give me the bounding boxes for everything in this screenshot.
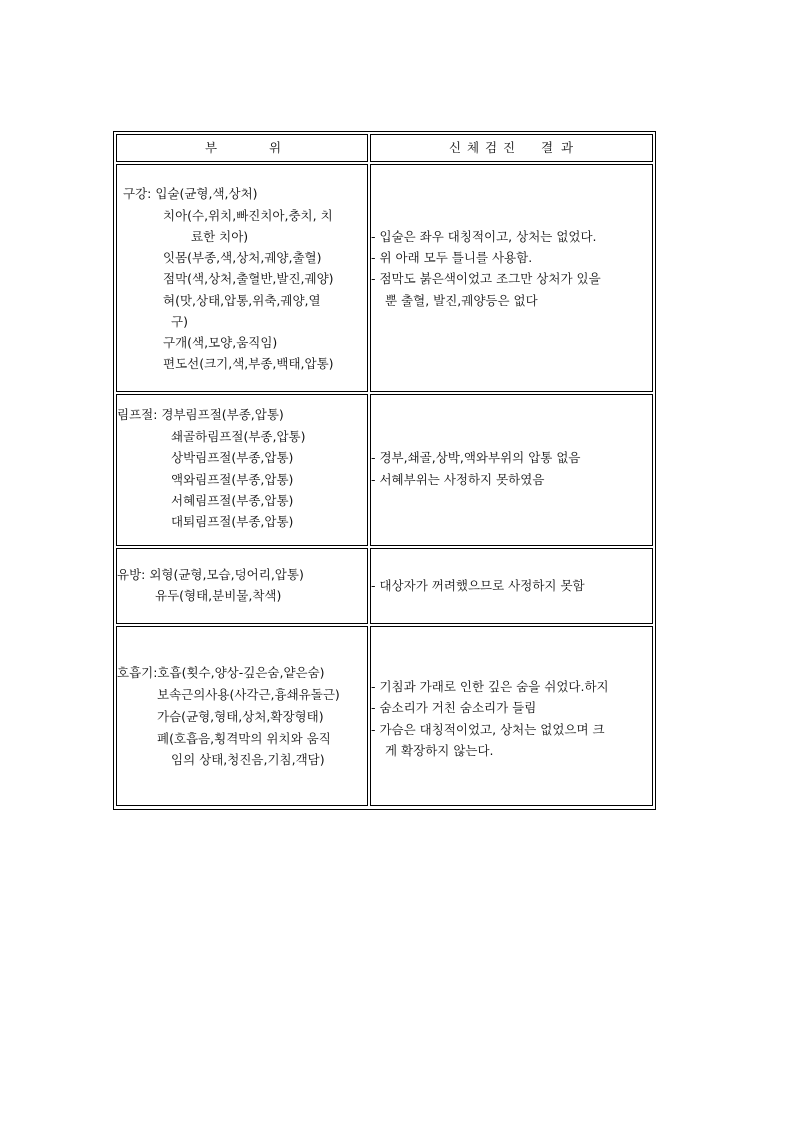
resp-item-chest: 가슴(균형,형태,상처,확장형태) [157,709,324,724]
lymph-item-axillary: 액와림프절(부종,압통) [171,472,294,487]
oral-item-tongue-cont: 구) [171,314,188,329]
header-cell-exam-result [370,134,653,162]
header-right-char-2: 체 [467,140,480,155]
oral-item-mucosa: 점막(색,상처,출혈반,발진,궤양) [163,271,334,286]
oral-item-teeth-cont: 료한 치아) [191,229,249,244]
row-breast-left [116,548,368,624]
lymph-item-brachial: 상박림프절(부종,압통) [171,450,294,465]
header-right-char-1: 신 [449,140,462,155]
row-breast-right [370,548,653,624]
header-right-char-5: 결 [541,140,554,155]
lymph-item-subclavian: 쇄골하림프절(부종,압통) [171,429,306,444]
oral-result-3: - 점막도 붉은색이었고 조그만 상처가 있을 [371,271,601,286]
resp-result-4: 게 확장하지 않는다. [385,743,494,758]
resp-result-3: - 가슴은 대칭적이었고, 상처는 없었으며 크 [371,722,605,737]
row-respiratory-left [116,626,368,806]
header-cell-body-part [116,134,368,162]
row-respiratory-right [370,626,653,806]
lymph-item-femoral: 대퇴림프절(부종,압통) [171,514,294,529]
header-left-word-2: 위 [269,140,282,155]
lymph-item-inguinal: 서혜림프절(부종,압통) [171,493,294,508]
header-left-word-1: 부 [205,140,218,155]
resp-result-2: - 숨소리가 거친 숨소리가 들림 [371,700,537,715]
lymph-result-2: - 서혜부위는 사정하지 못하였음 [371,472,545,487]
header-right-char-6: 과 [561,140,574,155]
row-lymph-right [370,394,653,546]
resp-item-lungs: 폐(호흡음,횡격막의 위치와 움직 [157,731,331,746]
resp-item-lungs-cont: 임의 상태,청진음,기침,객담) [171,752,325,767]
oral-item-palate: 구개(색,모양,움직임) [163,335,278,350]
oral-result-4: 뿐 출혈, 발진,궤양등은 없다 [385,293,538,308]
row-oral-left [116,164,368,392]
row-lymph-left [116,394,368,546]
oral-item-tonsils: 편도선(크기,색,부종,백태,압통) [163,356,334,371]
row-oral-right [370,164,653,392]
oral-result-1: - 입술은 좌우 대칭적이고, 상처는 없었다. [371,229,597,244]
header-right-char-4: 진 [503,140,516,155]
breast-item-shape: 유방: 외형(균형,모습,덩어리,압통) [117,567,304,582]
lymph-result-1: - 경부,쇄골,상박,액와부위의 압통 없음 [371,450,581,465]
oral-item-teeth: 치아(수,위치,빠진치아,충치, 치 [163,208,333,223]
oral-item-tongue: 혀(맛,상태,압통,위축,궤양,열 [163,293,321,308]
resp-result-1: - 기침과 가래로 인한 깊은 숨을 쉬었다.하지 [371,679,609,694]
header-right-char-3: 검 [485,140,498,155]
oral-item-gums: 잇몸(부종,색,상처,궤양,출혈) [163,250,322,265]
resp-item-accessory-muscles: 보속근의사용(사각근,흉쇄유돌근) [157,687,340,702]
oral-result-2: - 위 아래 모두 틀니를 사용함. [371,250,533,265]
resp-item-breathing: 호흡기:호흡(횟수,양상-깊은숨,얕은숨) [117,665,325,680]
oral-item-lips: 구강: 입술(균형,색,상처) [123,186,258,201]
lymph-item-cervical: 림프절: 경부림프절(부종,압통) [117,407,284,422]
breast-item-nipple: 유두(형태,분비물,착색) [155,588,282,603]
breast-result-1: - 대상자가 꺼려했으므로 사정하지 못함 [371,578,585,593]
